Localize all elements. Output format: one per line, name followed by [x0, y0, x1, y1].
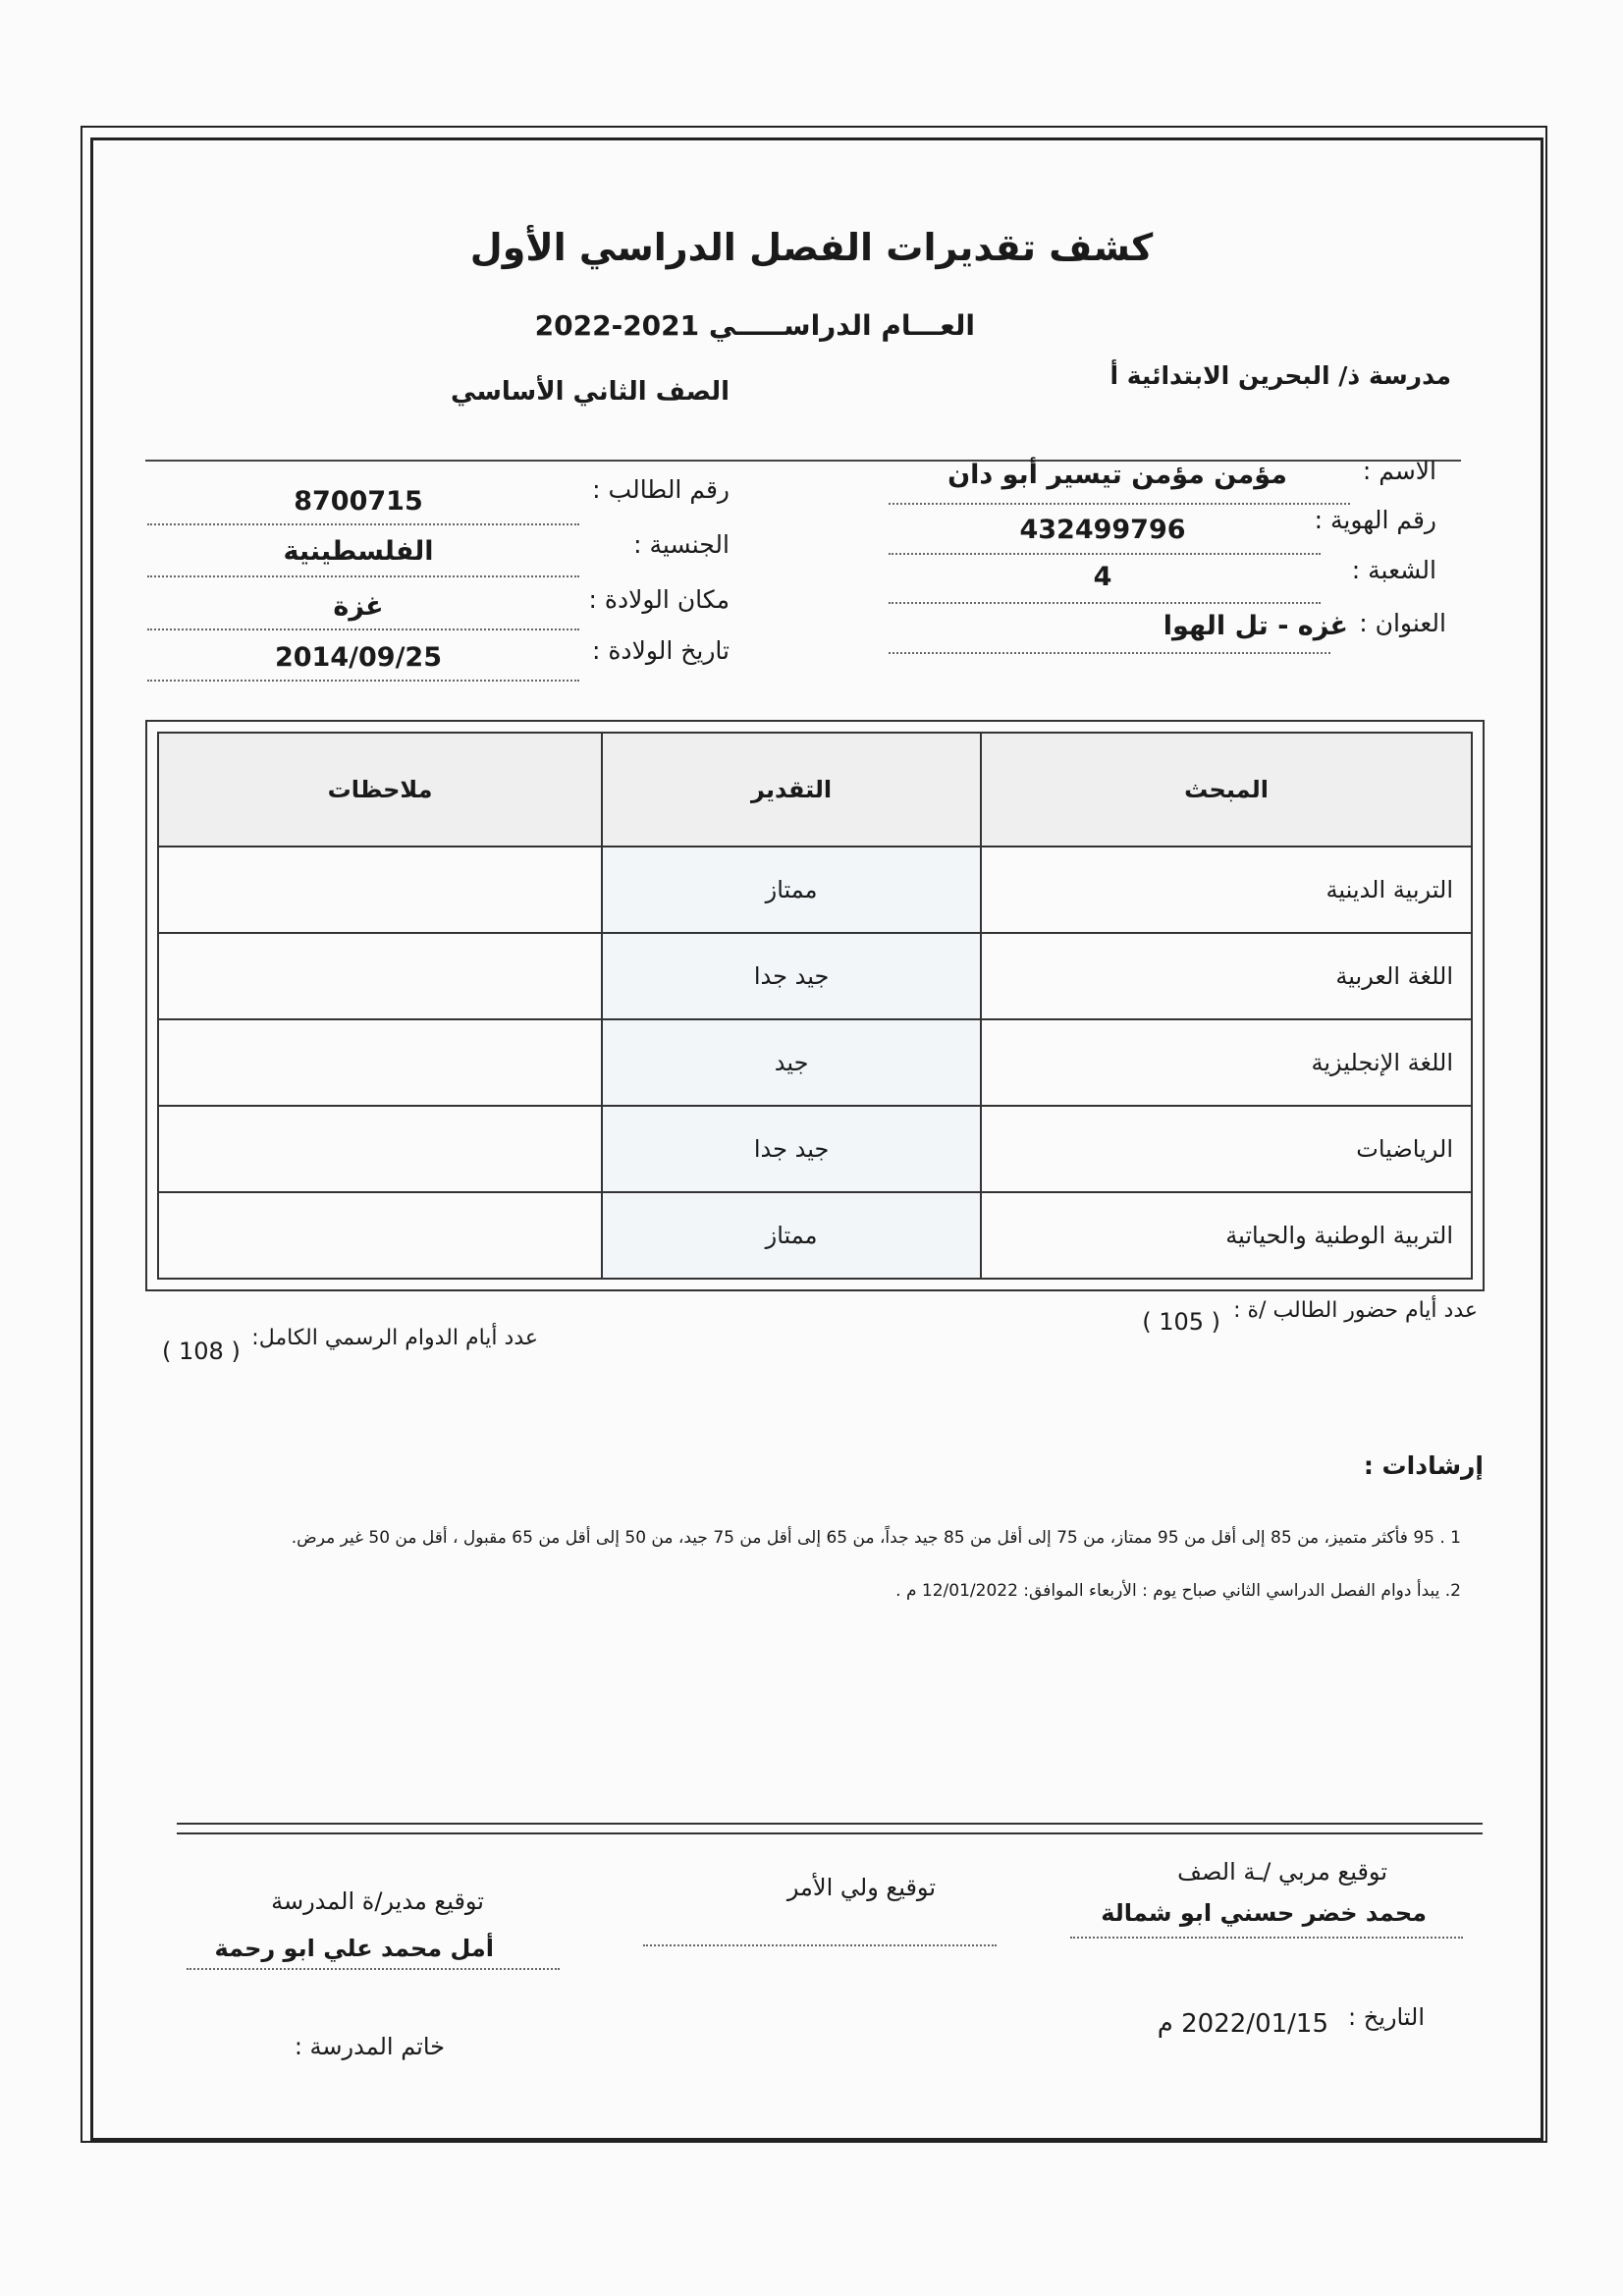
- birthplace-dots: [147, 629, 579, 630]
- principal-signature-dots: [187, 1968, 560, 1970]
- notes-cell: [158, 1106, 602, 1192]
- school-stamp-label: خاتم المدرسة :: [294, 2033, 445, 2060]
- birthplace: غزة: [333, 591, 384, 622]
- academic-year: العـــام الدراســـــي 2021-2022: [534, 309, 975, 342]
- name-label: الاسم :: [1362, 457, 1436, 485]
- student-number: 8700715: [294, 486, 423, 517]
- date-label: التاريخ :: [1347, 2003, 1425, 2031]
- table-header-row: [158, 733, 1472, 847]
- student-id: 432499796: [1019, 515, 1186, 545]
- birthdate-label: تاريخ الولادة :: [591, 636, 730, 665]
- student-address: غزه - تل الهوا: [1163, 611, 1348, 641]
- notes-cell: [158, 1019, 602, 1106]
- student-name: مؤمن مؤمن تيسير أبو دان: [947, 460, 1287, 490]
- attendance-present: ( 105 ): [1142, 1308, 1220, 1336]
- teacher-name: محمد خضر حسني ابو شمالة: [1101, 1899, 1427, 1927]
- grade-cell: ممتاز: [602, 1192, 981, 1279]
- address-dots: [889, 652, 1330, 654]
- notes-cell: [158, 1192, 602, 1279]
- subject-cell: التربية الوطنية والحياتية: [981, 1192, 1472, 1279]
- grades-table: [157, 732, 1473, 1280]
- table-row: [158, 1106, 1472, 1192]
- guardian-signature-dots: [643, 1944, 997, 1946]
- guardian-signature-label: توقيع ولي الأمر: [786, 1874, 936, 1901]
- grade-cell: جيد جدا: [602, 933, 981, 1019]
- notes-cell: [158, 933, 602, 1019]
- signature-divider-2: [177, 1832, 1483, 1834]
- table-row: [158, 847, 1472, 933]
- nationality-dots: [147, 575, 579, 577]
- table-row: [158, 1192, 1472, 1279]
- nationality-label: الجنسية :: [633, 530, 730, 559]
- teacher-signature-label: توقيع مربي /ـة الصف: [1177, 1858, 1387, 1886]
- birthplace-label: مكان الولادة :: [588, 585, 730, 614]
- instruction-line-1: 1 . 95 فأكثر متميز، من 85 إلى أقل من 95 ممتاز، من 75 إلى أقل من 85 جيد جداً، من 65 إلى أقل من 75 جيد، من 50 إلى أقل من 65 مقبول ، أقل من 50 غير مرض.: [291, 1528, 1461, 1548]
- grade-cell: ممتاز: [602, 847, 981, 933]
- principal-signature-label: توقيع مدير/ة المدرسة: [271, 1887, 484, 1915]
- grade-cell: جيد جدا: [602, 1106, 981, 1192]
- subject-cell: اللغة العربية: [981, 933, 1472, 1019]
- report-date: 2022/01/15 م: [1157, 2009, 1328, 2039]
- attendance-official-label: عدد أيام الدوام الرسمي الكامل:: [251, 1326, 538, 1350]
- grade-cell: جيد: [602, 1019, 981, 1106]
- student-no-label: رقم الطالب :: [592, 475, 730, 504]
- header-notes: ملاحظات: [158, 733, 602, 847]
- attendance-official: ( 108 ): [162, 1338, 241, 1365]
- name-dots: [889, 503, 1350, 505]
- section-dots: [889, 602, 1321, 604]
- id-dots: [889, 553, 1321, 555]
- id-label: رقم الهوية :: [1314, 506, 1436, 534]
- subject-cell: الرياضيات: [981, 1106, 1472, 1192]
- table-row: [158, 1019, 1472, 1106]
- header-grade: التقدير: [602, 733, 981, 847]
- attendance-present-label: عدد أيام حضور الطالب /ة :: [1233, 1298, 1478, 1323]
- school-name: مدرسة ذ/ البحرين الابتدائية أ: [1109, 361, 1451, 390]
- section-label: الشعبة :: [1351, 556, 1436, 584]
- report-title: كشف تقديرات الفصل الدراسي الأول: [469, 226, 1154, 269]
- address-label: العنوان :: [1359, 609, 1446, 637]
- nationality: الفلسطينية: [283, 536, 434, 567]
- notes-cell: [158, 847, 602, 933]
- teacher-signature-dots: [1070, 1937, 1463, 1939]
- instructions-title: إرشادات :: [1363, 1451, 1484, 1480]
- subject-cell: اللغة الإنجليزية: [981, 1019, 1472, 1106]
- student-no-dots: [147, 523, 579, 525]
- signature-divider-1: [177, 1823, 1483, 1825]
- birthdate: 2014/09/25: [274, 642, 442, 673]
- instruction-line-2: 2. يبدأ دوام الفصل الدراسي الثاني صباح يوم : الأربعاء الموافق: 12/01/2022 م .: [895, 1581, 1461, 1601]
- birthdate-dots: [147, 680, 579, 682]
- subject-cell: التربية الدينية: [981, 847, 1472, 933]
- principal-name: أمل محمد علي ابو رحمة: [214, 1935, 494, 1962]
- header-subject: المبحث: [981, 733, 1472, 847]
- grade-level: الصف الثاني الأساسي: [451, 377, 730, 407]
- student-section: 4: [1093, 562, 1112, 592]
- table-row: [158, 933, 1472, 1019]
